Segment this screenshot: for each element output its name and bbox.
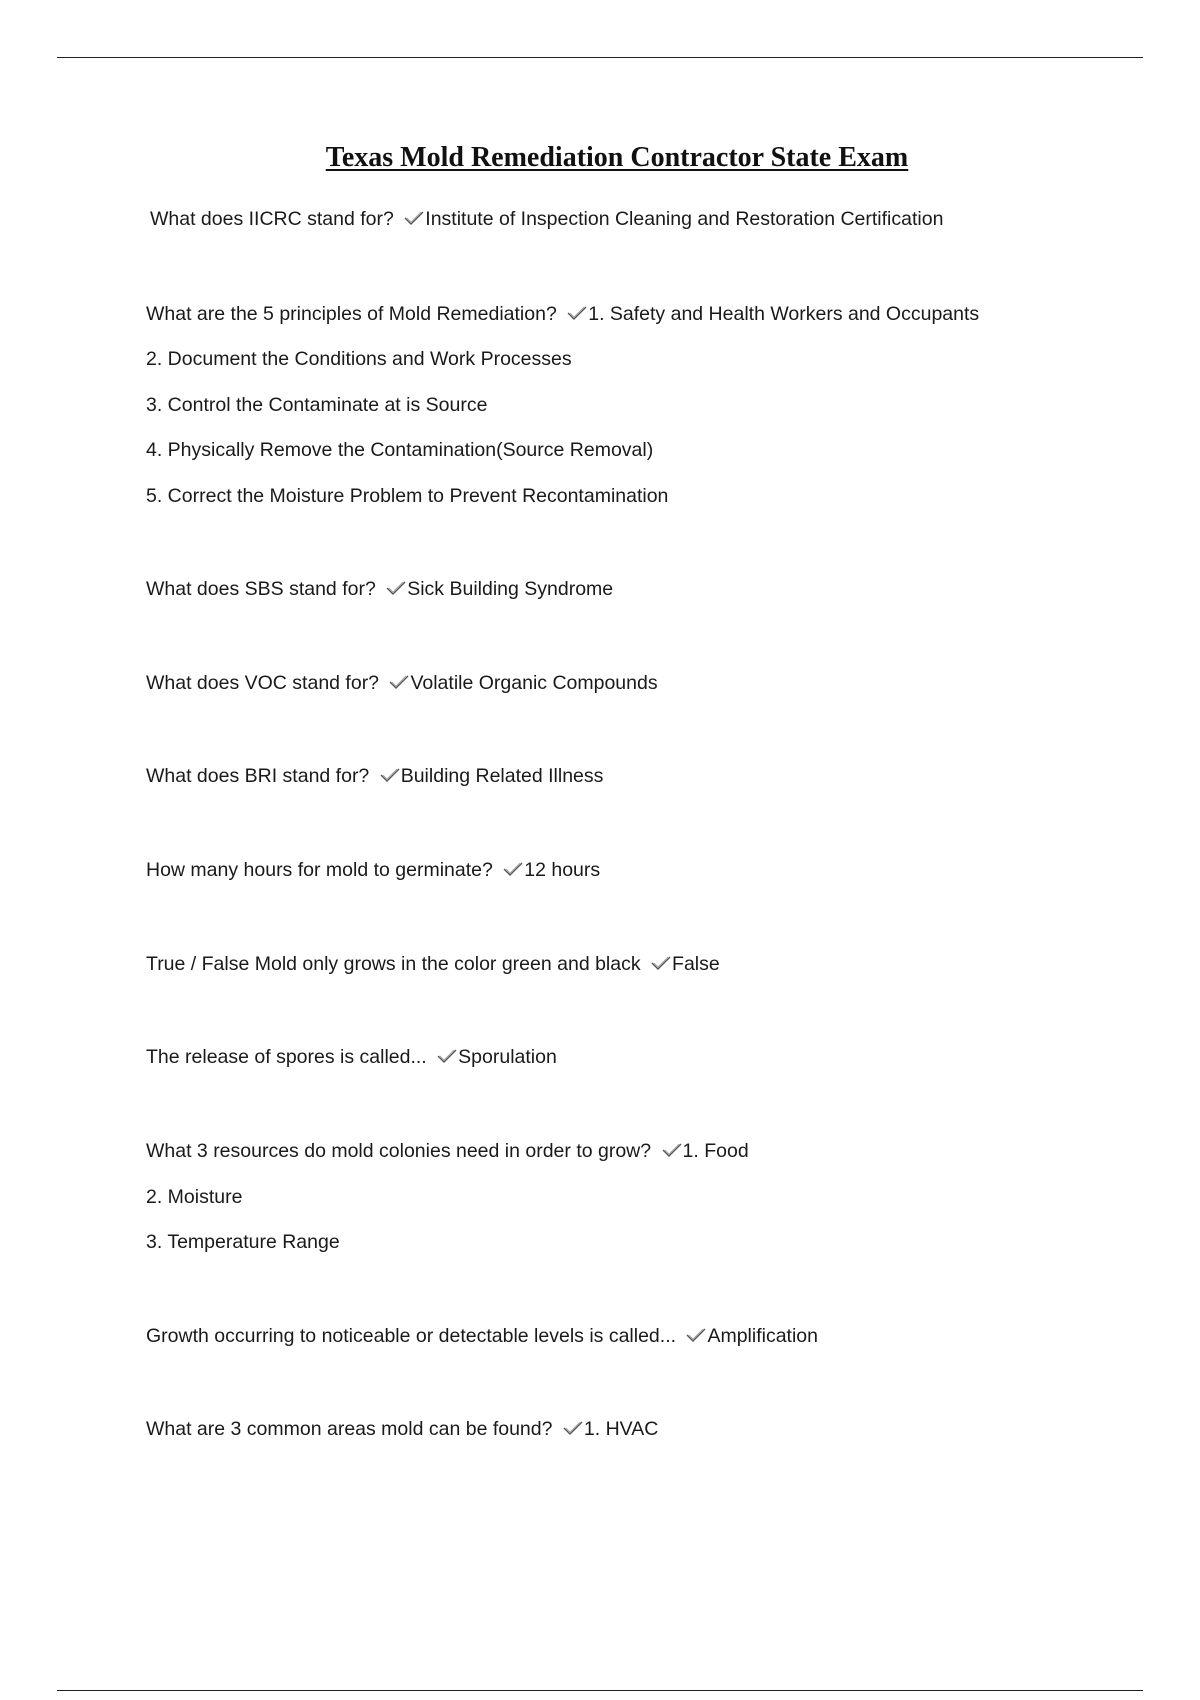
checkmark-icon bbox=[661, 1142, 683, 1158]
checkmark-icon bbox=[502, 861, 524, 877]
question-text: What does VOC stand for? bbox=[146, 672, 380, 694]
question-text: What does SBS stand for? bbox=[146, 578, 376, 600]
checkmark-icon bbox=[379, 767, 401, 783]
qa-item bbox=[146, 765, 603, 788]
answer-text: Volatile Organic Compounds bbox=[410, 672, 658, 694]
answer-text: 1. Safety and Health Workers and Occupants bbox=[588, 303, 980, 325]
answer-continuation: 3. Temperature Range bbox=[146, 1231, 340, 1253]
answer-continuation: 2. Moisture bbox=[146, 1186, 243, 1208]
checkmark-icon bbox=[566, 305, 588, 321]
checkmark-icon bbox=[650, 955, 672, 971]
checkmark-icon bbox=[388, 674, 410, 690]
checkmark-icon bbox=[385, 580, 407, 596]
answer-text: Building Related Illness bbox=[400, 765, 604, 787]
qa-item bbox=[146, 672, 658, 695]
answer-continuation: 3. Control the Contaminate at is Source bbox=[146, 394, 488, 416]
document-title: Texas Mold Remediation Contractor State Exam bbox=[325, 142, 909, 173]
answer-text: 12 hours bbox=[524, 859, 601, 881]
question-text: The release of spores is called... bbox=[146, 1046, 427, 1068]
question-text: True / False Mold only grows in the color green and black bbox=[146, 953, 641, 975]
qa-item bbox=[146, 1046, 557, 1069]
qa-item bbox=[146, 578, 613, 601]
checkmark-icon bbox=[403, 210, 425, 226]
qa-item bbox=[150, 208, 943, 231]
qa-item bbox=[146, 859, 600, 882]
checkmark-icon bbox=[562, 1420, 584, 1436]
question-text: What are 3 common areas mold can be found? bbox=[146, 1418, 553, 1440]
answer-text: Amplification bbox=[707, 1325, 818, 1347]
question-text: What does IICRC stand for? bbox=[150, 208, 394, 230]
qa-item bbox=[146, 1418, 658, 1441]
answer-text: Sick Building Syndrome bbox=[407, 578, 614, 600]
answer-text: Institute of Inspection Cleaning and Restoration Certification bbox=[425, 208, 944, 230]
qa-item bbox=[146, 953, 720, 976]
answer-continuation: 5. Correct the Moisture Problem to Prevent Recontamination bbox=[146, 485, 669, 507]
qa-item bbox=[146, 303, 979, 326]
answer-text: Sporulation bbox=[458, 1046, 557, 1068]
footer-rule bbox=[57, 1690, 1143, 1691]
question-text: How many hours for mold to germinate? bbox=[146, 859, 493, 881]
answer-text: False bbox=[672, 953, 720, 975]
answer-continuation: 2. Document the Conditions and Work Processes bbox=[146, 348, 572, 370]
question-text: What 3 resources do mold colonies need in order to grow? bbox=[146, 1140, 652, 1162]
checkmark-icon bbox=[436, 1048, 458, 1064]
answer-text: 1. HVAC bbox=[583, 1418, 659, 1440]
answer-text: 1. Food bbox=[682, 1140, 749, 1162]
checkmark-icon bbox=[685, 1327, 707, 1343]
answer-continuation: 4. Physically Remove the Contamination(Source Removal) bbox=[146, 439, 654, 461]
qa-item bbox=[146, 1140, 749, 1163]
qa-item bbox=[146, 1325, 818, 1348]
header-rule bbox=[57, 57, 1143, 58]
question-text: Growth occurring to noticeable or detectable levels is called... bbox=[146, 1325, 677, 1347]
question-text: What are the 5 principles of Mold Remediation? bbox=[146, 303, 557, 325]
question-text: What does BRI stand for? bbox=[146, 765, 370, 787]
